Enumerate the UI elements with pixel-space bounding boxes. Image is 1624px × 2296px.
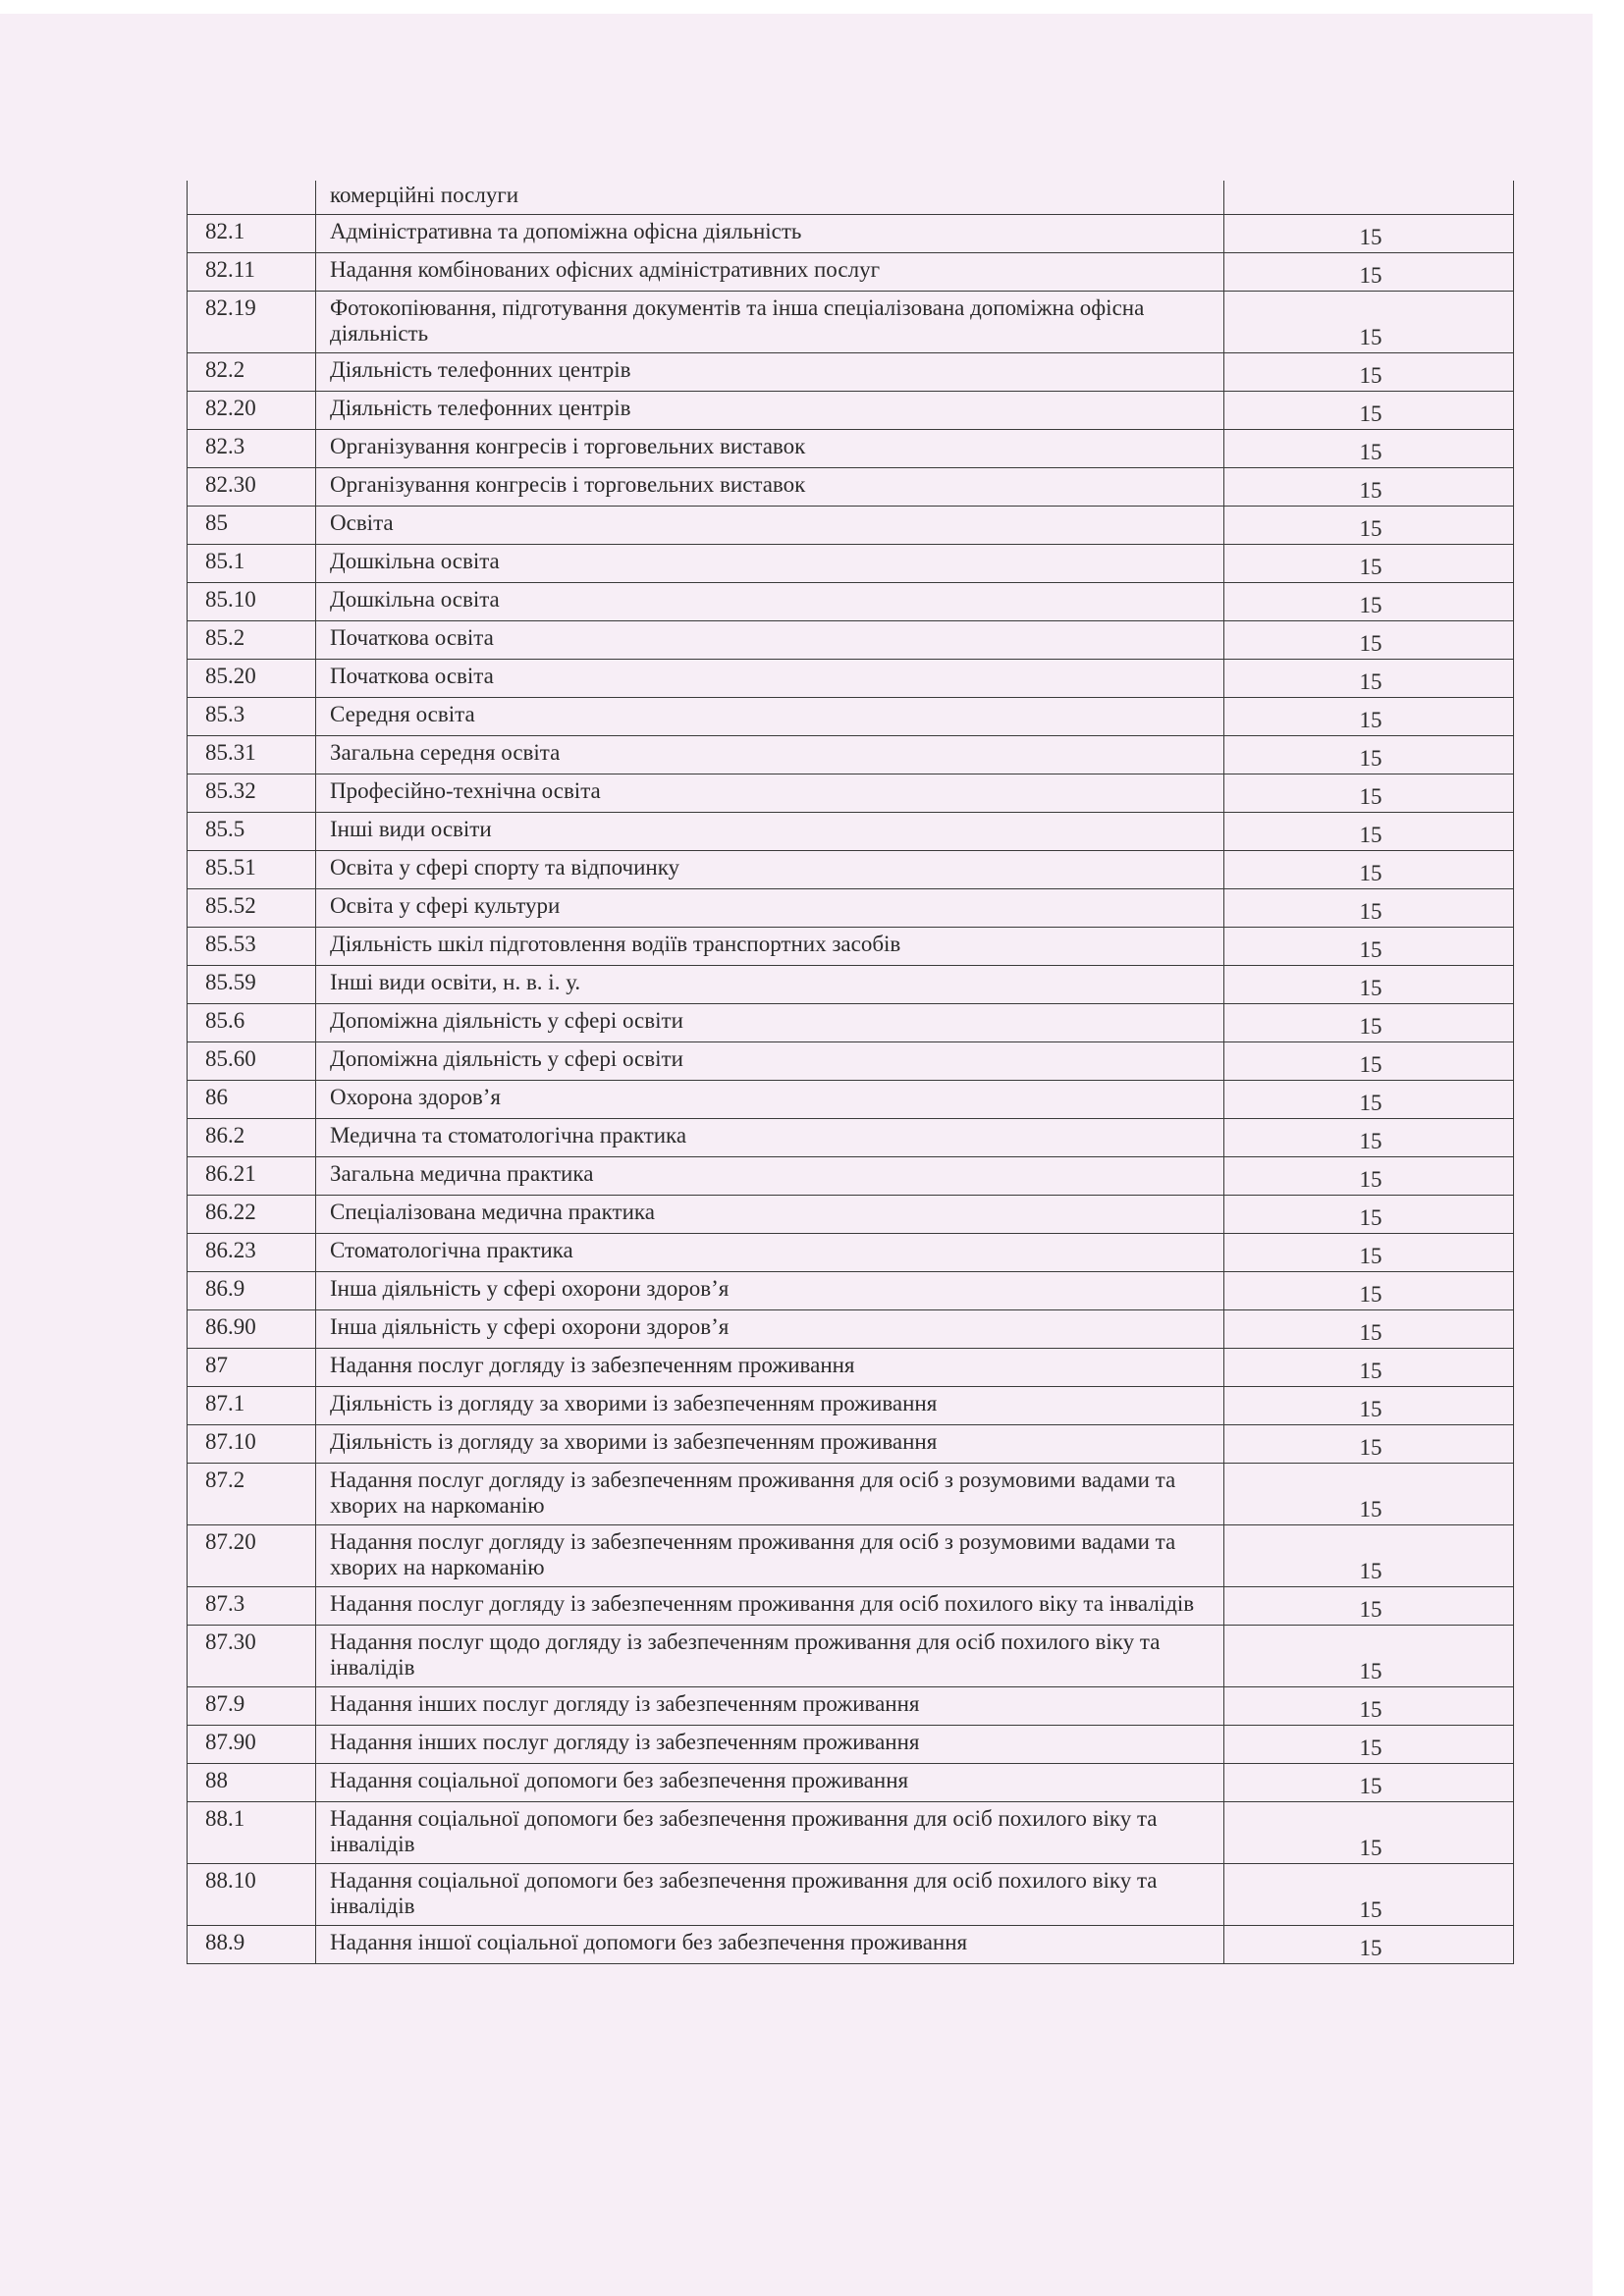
rate-value: 15 — [1224, 1687, 1514, 1726]
table-row — [188, 698, 1514, 736]
rate-value: 15 — [1224, 1464, 1514, 1525]
table-row — [188, 545, 1514, 583]
table-row — [188, 1425, 1514, 1464]
table-row — [188, 928, 1514, 966]
rate-value: 15 — [1224, 392, 1514, 430]
table-row — [188, 1310, 1514, 1349]
rate-value: 15 — [1224, 851, 1514, 889]
activity-code: 88.10 — [188, 1864, 316, 1926]
rate-value: 15 — [1224, 1234, 1514, 1272]
activity-name: Надання соціальної допомоги без забезпечення проживання для осіб похилого віку та інвалідів — [316, 1864, 1224, 1926]
activity-code: 87.30 — [188, 1626, 316, 1687]
activity-code: 85.51 — [188, 851, 316, 889]
rate-value: 15 — [1224, 1272, 1514, 1310]
activity-code: 82.11 — [188, 253, 316, 292]
activity-name: Надання соціальної допомоги без забезпечення проживання — [316, 1764, 1224, 1802]
activity-code: 86.21 — [188, 1157, 316, 1196]
table-body — [188, 181, 1514, 1964]
activity-code: 87 — [188, 1349, 316, 1387]
activity-name: Спеціалізована медична практика — [316, 1196, 1224, 1234]
activity-name: Діяльність із догляду за хворими із забезпеченням проживання — [316, 1425, 1224, 1464]
activity-name: Організування конгресів і торговельних виставок — [316, 468, 1224, 507]
activity-code: 85.31 — [188, 736, 316, 774]
activity-name: Стоматологічна практика — [316, 1234, 1224, 1272]
activity-code: 85.20 — [188, 660, 316, 698]
rate-value: 15 — [1224, 215, 1514, 253]
activity-name: Дошкільна освіта — [316, 583, 1224, 621]
table-row — [188, 1764, 1514, 1802]
rate-value: 15 — [1224, 468, 1514, 507]
activity-name: Охорона здоров’я — [316, 1081, 1224, 1119]
table-row — [188, 1626, 1514, 1687]
activity-code: 87.20 — [188, 1525, 316, 1587]
table-row — [188, 813, 1514, 851]
rate-value: 15 — [1224, 1196, 1514, 1234]
rate-value: 15 — [1224, 1864, 1514, 1926]
table-row — [188, 583, 1514, 621]
rate-value: 15 — [1224, 698, 1514, 736]
activity-name: Освіта — [316, 507, 1224, 545]
rate-value: 15 — [1224, 774, 1514, 813]
activity-name: Професійно-технічна освіта — [316, 774, 1224, 813]
rate-value: 15 — [1224, 292, 1514, 353]
activity-code: 88.9 — [188, 1926, 316, 1964]
table-row — [188, 1157, 1514, 1196]
activity-name: Організування конгресів і торговельних виставок — [316, 430, 1224, 468]
activity-code: 86.22 — [188, 1196, 316, 1234]
table-row — [188, 392, 1514, 430]
activity-code: 86.9 — [188, 1272, 316, 1310]
activity-code: 86 — [188, 1081, 316, 1119]
activity-code: 85.5 — [188, 813, 316, 851]
table-row — [188, 1525, 1514, 1587]
activity-code: 85.6 — [188, 1004, 316, 1042]
rate-value: 15 — [1224, 507, 1514, 545]
table-row — [188, 1802, 1514, 1864]
activity-name: Діяльність шкіл підготовлення водіїв транспортних засобів — [316, 928, 1224, 966]
activity-code: 87.3 — [188, 1587, 316, 1626]
activity-code: 85.10 — [188, 583, 316, 621]
activity-name: Початкова освіта — [316, 621, 1224, 660]
table-row — [188, 1042, 1514, 1081]
table-row — [188, 1234, 1514, 1272]
rate-value: 15 — [1224, 545, 1514, 583]
rate-value: 15 — [1224, 1387, 1514, 1425]
rate-value: 15 — [1224, 1802, 1514, 1864]
rate-value: 15 — [1224, 1764, 1514, 1802]
activity-code: 87.9 — [188, 1687, 316, 1726]
table-row — [188, 966, 1514, 1004]
activity-code: 85.52 — [188, 889, 316, 928]
activity-name: Діяльність телефонних центрів — [316, 353, 1224, 392]
scanned-page — [0, 14, 1593, 2296]
rate-value: 15 — [1224, 1726, 1514, 1764]
activity-name: Освіта у сфері культури — [316, 889, 1224, 928]
activity-name: Діяльність із догляду за хворими із забезпеченням проживання — [316, 1387, 1224, 1425]
table-row — [188, 851, 1514, 889]
table-row — [188, 507, 1514, 545]
rate-value: 15 — [1224, 1119, 1514, 1157]
activity-code: 87.2 — [188, 1464, 316, 1525]
rate-value: 15 — [1224, 1587, 1514, 1626]
rate-value: 15 — [1224, 253, 1514, 292]
activity-name: Початкова освіта — [316, 660, 1224, 698]
rate-value: 15 — [1224, 1081, 1514, 1119]
activity-code: 86.23 — [188, 1234, 316, 1272]
table-row — [188, 889, 1514, 928]
activity-name: Загальна медична практика — [316, 1157, 1224, 1196]
activity-code: 86.2 — [188, 1119, 316, 1157]
activity-name: Середня освіта — [316, 698, 1224, 736]
activity-rate-table — [187, 181, 1514, 1964]
rate-value: 15 — [1224, 736, 1514, 774]
activity-name: Надання інших послуг догляду із забезпеченням проживання — [316, 1687, 1224, 1726]
table-row — [188, 1196, 1514, 1234]
table-row — [188, 353, 1514, 392]
table-row — [188, 430, 1514, 468]
activity-name: Дошкільна освіта — [316, 545, 1224, 583]
activity-code: 85.2 — [188, 621, 316, 660]
rate-value: 15 — [1224, 1004, 1514, 1042]
activity-name: Надання послуг догляду із забезпеченням проживання — [316, 1349, 1224, 1387]
table-row — [188, 1272, 1514, 1310]
activity-code: 85.53 — [188, 928, 316, 966]
activity-name: Надання послуг догляду із забезпеченням проживання для осіб похилого віку та інвалідів — [316, 1587, 1224, 1626]
table-row — [188, 1726, 1514, 1764]
activity-code: 85.59 — [188, 966, 316, 1004]
rate-value: 15 — [1224, 621, 1514, 660]
activity-code: 82.1 — [188, 215, 316, 253]
activity-name: Надання комбінованих офісних адміністративних послуг — [316, 253, 1224, 292]
table-row — [188, 1926, 1514, 1964]
rate-value: 15 — [1224, 660, 1514, 698]
activity-code: 85.1 — [188, 545, 316, 583]
activity-code: 85.3 — [188, 698, 316, 736]
activity-name: Фотокопіювання, підготування документів та інша спеціалізована допоміжна офісна діяльність — [316, 292, 1224, 353]
table-row — [188, 1387, 1514, 1425]
rate-value: 15 — [1224, 889, 1514, 928]
table-row — [188, 774, 1514, 813]
activity-name: Допоміжна діяльність у сфері освіти — [316, 1042, 1224, 1081]
activity-name: Надання послуг догляду із забезпеченням проживання для осіб з розумовими вадами та хворих на наркоманію — [316, 1525, 1224, 1587]
activity-code: 88.1 — [188, 1802, 316, 1864]
table-row — [188, 1004, 1514, 1042]
table-row — [188, 736, 1514, 774]
activity-name: Медична та стоматологічна практика — [316, 1119, 1224, 1157]
activity-code: 85.32 — [188, 774, 316, 813]
table-row — [188, 253, 1514, 292]
rate-value: 15 — [1224, 1926, 1514, 1964]
rate-value: 15 — [1224, 1425, 1514, 1464]
activity-code: 85 — [188, 507, 316, 545]
activity-code: 87.1 — [188, 1387, 316, 1425]
rate-value: 15 — [1224, 1626, 1514, 1687]
rate-value: 15 — [1224, 583, 1514, 621]
rate-value: 15 — [1224, 928, 1514, 966]
activity-name: Адміністративна та допоміжна офісна діяльність — [316, 215, 1224, 253]
activity-name: Надання послуг догляду із забезпеченням проживання для осіб з розумовими вадами та хворих на наркоманію — [316, 1464, 1224, 1525]
rate-value: 15 — [1224, 1349, 1514, 1387]
rate-value: 15 — [1224, 1525, 1514, 1587]
rate-value — [1224, 181, 1514, 215]
activity-code: 85.60 — [188, 1042, 316, 1081]
activity-name: Інші види освіти — [316, 813, 1224, 851]
activity-name: Освіта у сфері спорту та відпочинку — [316, 851, 1224, 889]
activity-code: 82.20 — [188, 392, 316, 430]
rate-value: 15 — [1224, 966, 1514, 1004]
activity-name: Допоміжна діяльність у сфері освіти — [316, 1004, 1224, 1042]
table-row — [188, 1119, 1514, 1157]
rate-value: 15 — [1224, 353, 1514, 392]
table-row — [188, 215, 1514, 253]
table-row — [188, 1687, 1514, 1726]
table-row — [188, 1349, 1514, 1387]
activity-name: Надання послуг щодо догляду із забезпеченням проживання для осіб похилого віку та інвалідів — [316, 1626, 1224, 1687]
activity-code: 82.30 — [188, 468, 316, 507]
table-row — [188, 621, 1514, 660]
rate-value: 15 — [1224, 1157, 1514, 1196]
rate-value: 15 — [1224, 1310, 1514, 1349]
activity-code: 82.3 — [188, 430, 316, 468]
table-row — [188, 1864, 1514, 1926]
activity-code: 87.10 — [188, 1425, 316, 1464]
rate-value: 15 — [1224, 1042, 1514, 1081]
activity-code: 82.19 — [188, 292, 316, 353]
activity-code — [188, 181, 316, 215]
activity-name: Інші види освіти, н. в. і. у. — [316, 966, 1224, 1004]
table-row — [188, 468, 1514, 507]
table-row — [188, 1464, 1514, 1525]
activity-name: Інша діяльність у сфері охорони здоров’я — [316, 1272, 1224, 1310]
activity-name: Інша діяльність у сфері охорони здоров’я — [316, 1310, 1224, 1349]
activity-name: комерційні послуги — [316, 181, 1224, 215]
table-row — [188, 660, 1514, 698]
table-row — [188, 1081, 1514, 1119]
table-row — [188, 292, 1514, 353]
table-row — [188, 1587, 1514, 1626]
rate-value: 15 — [1224, 813, 1514, 851]
activity-code: 88 — [188, 1764, 316, 1802]
activity-name: Надання соціальної допомоги без забезпечення проживання для осіб похилого віку та інвалідів — [316, 1802, 1224, 1864]
activity-code: 86.90 — [188, 1310, 316, 1349]
table-row-continuation — [188, 181, 1514, 215]
activity-name: Діяльність телефонних центрів — [316, 392, 1224, 430]
activity-name: Надання іншої соціальної допомоги без забезпечення проживання — [316, 1926, 1224, 1964]
rate-value: 15 — [1224, 430, 1514, 468]
activity-code: 82.2 — [188, 353, 316, 392]
activity-name: Надання інших послуг догляду із забезпеченням проживання — [316, 1726, 1224, 1764]
activity-code: 87.90 — [188, 1726, 316, 1764]
activity-name: Загальна середня освіта — [316, 736, 1224, 774]
